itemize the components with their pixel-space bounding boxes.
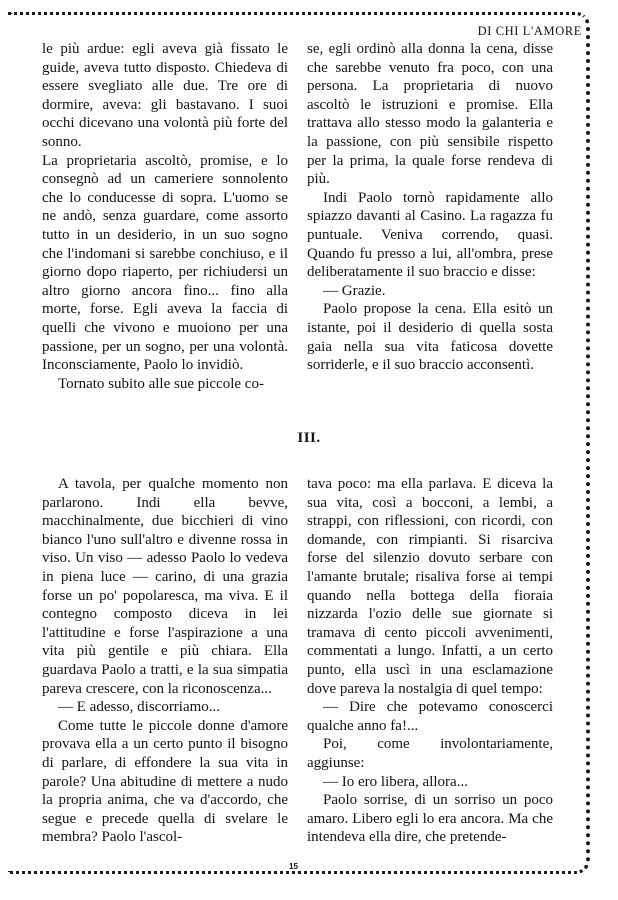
paragraph: Paolo propose la cena. Ella esitò un istante, poi il desiderio di quella sosta gaia nella sua vita faticosa dovette sorriderle, e il suo braccio acconsentì. [307, 301, 553, 374]
column-bottom-left [42, 475, 288, 847]
paragraph: Tornato subito alle sue piccole co- [58, 375, 264, 392]
column-top-left [42, 40, 288, 393]
paragraph: Poi, come involontariamente, aggiunse: [307, 736, 553, 771]
paragraph: Paolo sorrise, di un sorriso un poco amaro. Libero egli lo era ancora. Ma che intendeva ella dire, che pretende- [307, 792, 553, 846]
running-head: DI CHI L'AMORE [477, 24, 582, 38]
paragraph: — Io ero libera, allora... [323, 773, 468, 790]
paragraph: tava poco: ma ella parlava. E diceva la sua vita, così a bocconi, a lembi, a strappi, con riflessioni, con ricordi, con domande, con rimpianti. Si risarciva forse del silenzio dovuto serbare con l'amante brutale; risaliva forse ai tempi quando nella bottega della fioraia nizzarda l'ozio delle sue giornate si tramava di cento piccoli avvenimenti, commentati a lungo. Infatti, a un certo punto, ella uscì in una esclamazione dove pareva la nostalgia di quel tempo: [307, 476, 553, 697]
paragraph: Indi Paolo tornò rapidamente allo spiazzo davanti al Casino. La ragazza fu puntuale. Veniva correndo, quasi. Quando fu presso a lui, all'ombra, prese deliberatamente il suo braccio e disse: [307, 189, 553, 281]
paragraph: le più ardue: egli aveva già fissato le guide, aveva tutto disposto. Chiedeva di essere svegliato alle due. Tre ore di dormire, aveva: gli bastavano. I suoi occhi dicevano una volontà più forte del sonno. [42, 41, 288, 150]
paragraph: — E adesso, discorriamo... [58, 699, 221, 716]
paragraph: — Dire che potevamo conoscerci qualche anno fa!... [307, 699, 553, 734]
column-bottom-right [307, 475, 553, 847]
section-heading: III. [297, 430, 321, 446]
paragraph: La proprietaria ascoltò, promise, e lo consegnò ad un cameriere sonnolento che lo conducesse di sopra. L'uomo se ne andò, senza guardare, come assorto tutto in un desiderio, in un suo sogno che l'indomani si sarebbe conchiuso, e il giorno dopo riaperto, per richiudersi un altro giorno ancora fino... fino alla morte, forse. Egli aveva la faccia di quelli che vivono e muoiono per una passione, per un sogno, per una volontà. Inconsciamente, Paolo lo invidiò. [42, 152, 288, 374]
paragraph: A tavola, per qualche momento non parlarono. Indi ella bevve, macchinalmente, due bicchieri di vino bianco l'uno sull'altro e divenne rossa in viso. Un viso — adesso Paolo lo vedeva in piena luce — carino, di una grazia forse un po' popolaresca, ma viva. E il contegno composto diceva in lei l'attitudine e forse l'aspirazione a una vita più gentile e più chiara. Ella guardava Paolo a tratti, e la sua simpatia pareva crescere, con la riconoscenza... [42, 476, 288, 697]
page-number: 15 [289, 862, 298, 871]
paragraph: se, egli ordinò alla donna la cena, disse che sarebbe venuto fra poco, con una persona. La proprietaria di nuovo ascoltò le istruzioni e promise. Ella trattava allo stesso modo la galanteria e la passione, con più sensibile rispetto per la prima, la quale forse rendeva di più. [307, 41, 553, 188]
column-top-right [307, 40, 553, 375]
paragraph: — Grazie. [323, 282, 386, 299]
paragraph: Come tutte le piccole donne d'amore provava ella a un certo punto il bisogno di parlare, di effondere la sua vita in parole? Una abitudine di mettere a nudo la propria anima, che va d'accordo, che segue e precede quella di svelare le membra? Paolo l'ascol- [42, 717, 288, 846]
